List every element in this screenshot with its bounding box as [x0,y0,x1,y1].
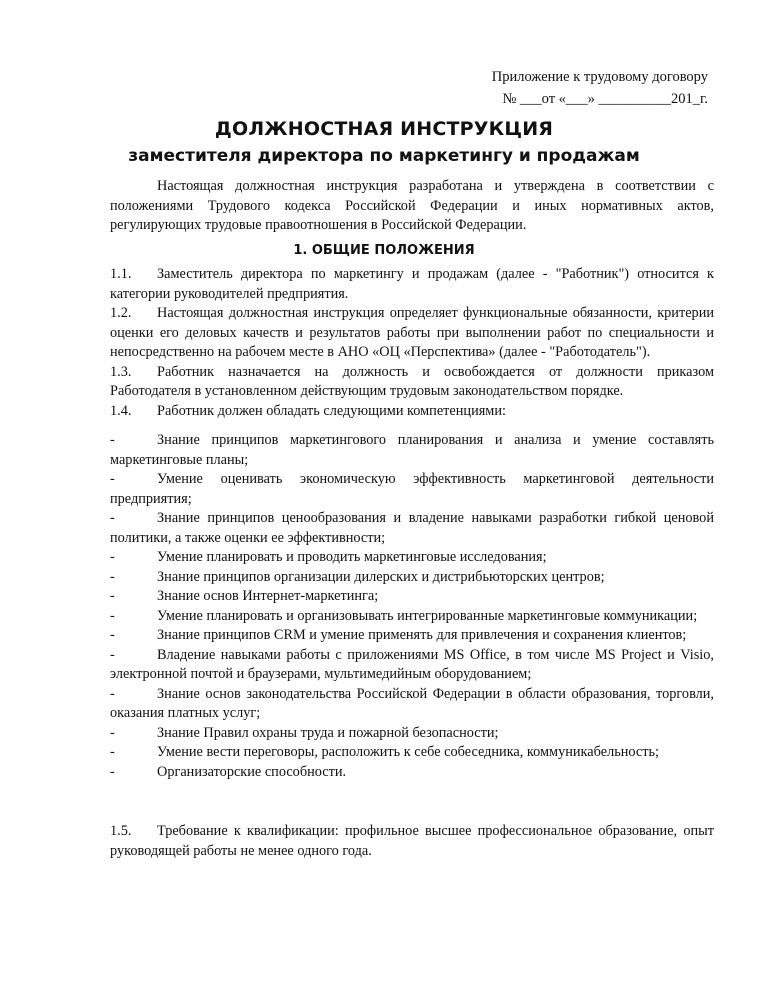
list-item [110,402,714,422]
competency-item [110,470,714,509]
item-text: Настоящая должностная инструкция определяет функциональные обязанности, критерии оценки его деловых качеств и результатов работы при выполнении работ по специальности и непосредственно на рабочем месте в АНО «ОЦ «Перспектива» (далее - "Работодатель"). [110,305,714,360]
item-number: 1.3. [110,363,132,380]
dash-marker: - [110,471,115,487]
item-text: Работник должен обладать следующими компетенциями: [157,402,506,419]
competency-text: Организаторские способности. [157,763,347,780]
spacer [110,421,714,431]
dash-marker: - [110,510,115,526]
competency-item [110,763,714,783]
intro-paragraph: Настоящая должностная инструкция разработана и утверждена в соответствии с положениями Трудового кодекса Российской Федерации и иных нормативных актов, регулирующих трудовые правоотношения в Российской Федерации. [110,178,714,233]
competency-text: Умение планировать и организовывать интегрированные маркетинговые коммуникации; [157,607,698,624]
list-item [110,363,714,402]
competency-item [110,724,714,744]
competency-item [110,509,714,548]
item-number: 1.1. [110,266,132,282]
dash-marker: - [110,744,115,760]
dash-marker: - [110,724,115,741]
item-number: 1.5. [110,823,132,839]
list-item-1-5 [110,822,714,861]
competency-item [110,431,714,470]
competency-text: Знание принципов CRM и умение применять для привлечения и сохранения клиентов; [157,627,687,643]
competency-text: Умение вести переговоры, расположить к себе собеседника, коммуникабельность; [157,744,659,760]
competency-item [110,646,714,685]
dash-marker: - [110,568,115,585]
competency-item [110,685,714,724]
dash-marker: - [110,627,115,643]
list-item [110,265,714,304]
competency-text: Знание принципов маркетингового планирования и анализа и умение составлять маркетинговые планы; [110,432,714,468]
dash-marker: - [110,588,115,604]
dash-marker: - [110,646,115,663]
competency-text: Знание принципов ценообразования и владение навыками разработки гибкой ценовой политики, а также оценки ее эффективности; [110,510,714,546]
competency-item [110,743,714,763]
competency-text: Знание принципов организации дилерских и дистрибьюторских центров; [157,568,605,585]
appendix-line-2: № ___от «___» __________201_г. [502,91,708,107]
item-text: Работник назначается на должность и освобождается от должности приказом Работодателя в установленном действующим трудовым законодательством порядке. [110,363,714,399]
competency-item [110,548,714,568]
list-item [110,304,714,363]
competency-item [110,587,714,607]
competency-item [110,607,714,627]
item-number: 1.4. [110,402,132,419]
dash-marker: - [110,432,115,448]
competency-item [110,568,714,588]
item-number: 1.2. [110,305,132,321]
dash-marker: - [110,549,115,565]
dash-marker: - [110,685,115,702]
competency-text: Знание основ Интернет-маркетинга; [157,588,379,604]
section-items [110,265,714,782]
document-title: ДОЛЖНОСТНАЯ ИНСТРУКЦИЯ [214,118,554,140]
dash-marker: - [110,763,115,780]
document-subtitle: заместителя директора по маркетингу и продажам [128,146,640,166]
competency-text: Знание основ законодательства Российской Федерации в области образования, торговли, оказания платных услуг; [110,685,714,721]
competency-item [110,626,714,646]
competency-text: Владение навыками работы с приложениями MS Office, в том числе MS Project и Visio, электронной почтой и браузерами, мультимедийным оборудованием; [110,646,714,682]
competency-text: Умение планировать и проводить маркетинговые исследования; [157,549,547,565]
appendix-note [492,66,708,110]
section-heading: 1. ОБЩИЕ ПОЛОЖЕНИЯ [293,243,475,258]
dash-marker: - [110,607,115,624]
item-text: Заместитель директора по маркетингу и продажам (далее - "Работник") относится к категории руководителей предприятия. [110,266,714,302]
competency-text: Умение оценивать экономическую эффективность маркетинговой деятельности предприятия; [110,471,714,507]
item-text: Требование к квалификации: профильное высшее профессиональное образование, опыт руководящей работы не менее одного года. [110,823,714,859]
competency-text: Знание Правил охраны труда и пожарной безопасности; [157,724,499,741]
appendix-line-1: Приложение к трудовому договору [491,69,708,85]
